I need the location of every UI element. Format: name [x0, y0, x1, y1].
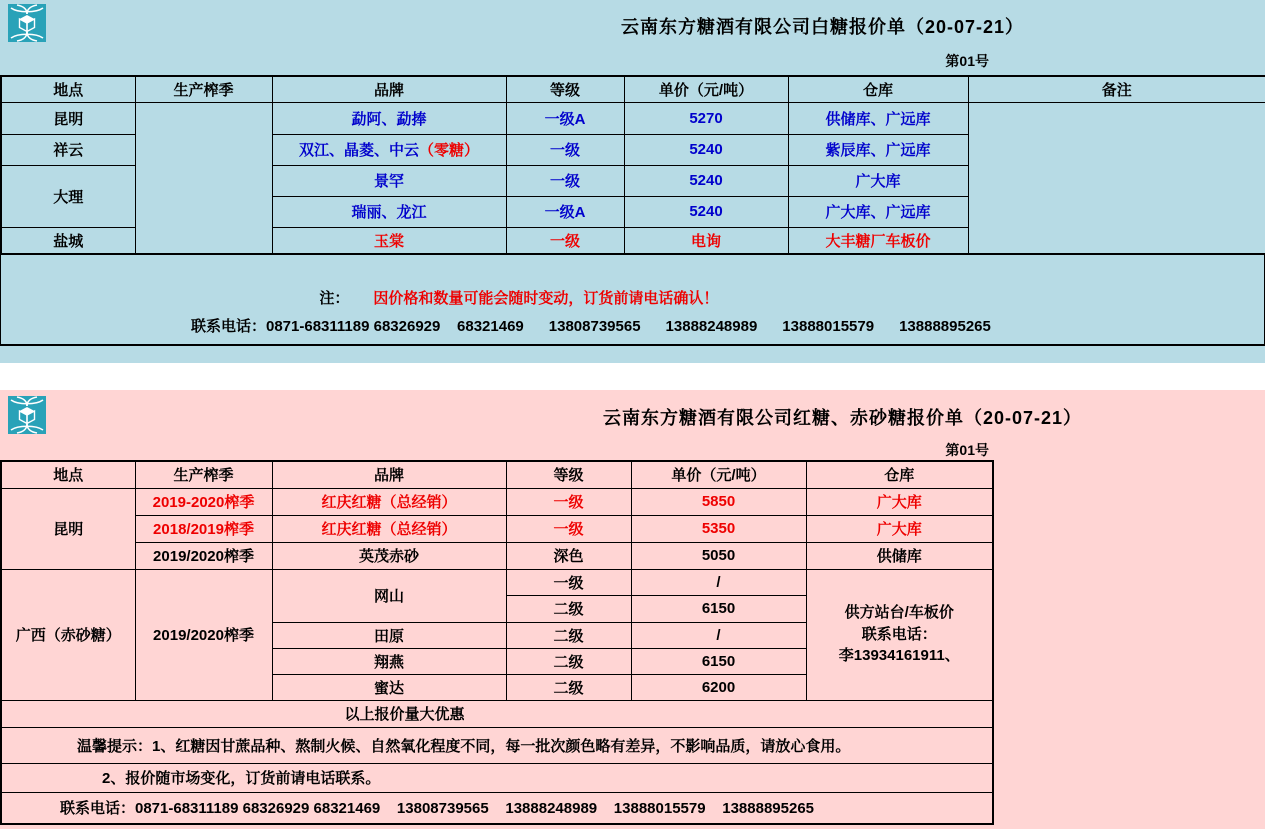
table-header-row: [1, 76, 1265, 102]
price-cell: /: [631, 569, 806, 595]
warehouse-cell: 供储库: [806, 542, 993, 569]
price-cell: 5350: [631, 515, 806, 542]
brand-cell: 蜜达: [272, 674, 506, 700]
location-cell: 大理: [1, 165, 135, 227]
warehouse-merged-line3: 李13934161911、: [838, 647, 960, 665]
white-sugar-notes-box: [0, 253, 1265, 346]
grade-cell: 一级: [506, 488, 631, 515]
brand-cell: 玉棠: [272, 227, 506, 254]
table-row: [1, 569, 993, 595]
table-row: [1, 542, 993, 569]
grade-cell: 一级: [506, 134, 624, 165]
warehouse-cell: 广大库: [788, 165, 968, 196]
company-logo-icon: [8, 4, 46, 42]
column-header-brand: 品牌: [272, 76, 506, 102]
brand-cell: 勐阿、勐捧: [272, 102, 506, 134]
price-cell: /: [631, 622, 806, 648]
white-sugar-contact-phones: 联系电话：0871-68311189 68326929 68321469 13808739565 13888248989 13888015579 13888895265: [191, 318, 991, 335]
brand-cell: 田原: [272, 622, 506, 648]
price-cell: 5240: [624, 165, 788, 196]
warehouse-cell: 供储库、广远库: [788, 102, 968, 134]
warehouse-cell: 广大库: [806, 515, 993, 542]
price-cell: 5270: [624, 102, 788, 134]
price-cell: 5240: [624, 196, 788, 227]
white-sugar-table: [0, 75, 1265, 255]
warehouse-cell: 紫辰库、广远库: [788, 134, 968, 165]
grade-cell: 二级: [506, 622, 631, 648]
warehouse-cell: 大丰糖厂车板价: [788, 227, 968, 254]
brand-text: 双江、晶菱、中云: [298, 142, 419, 159]
price-cell: 5850: [631, 488, 806, 515]
brand-cell: 网山: [272, 569, 506, 622]
brand-cell: 英茂赤砂: [272, 542, 506, 569]
brand-cell: 景罕: [272, 165, 506, 196]
tip-row: [1, 763, 993, 792]
warehouse-cell: 广大库、广远库: [788, 196, 968, 227]
column-header-season: 生产榨季: [135, 76, 272, 102]
column-header-location: 地点: [1, 461, 135, 488]
warm-tip-1: 温馨提示：1、红糖因甘蔗品种、熬制火候、自然氧化程度不同，每一批次颜色略有差异，不影响品质，请放心食用。: [1, 727, 993, 763]
grade-cell: 一级: [506, 227, 624, 254]
note-text: 因价格和数量可能会随时变动，订货前请电话确认！: [373, 290, 719, 307]
grade-cell: 一级: [506, 165, 624, 196]
brand-cell: [272, 134, 506, 165]
price-cell: 电询: [624, 227, 788, 254]
column-header-grade: 等级: [506, 461, 631, 488]
brand-cell: 翔燕: [272, 648, 506, 674]
season-cell-merged: [135, 102, 272, 254]
grade-cell: 一级: [506, 569, 631, 595]
column-header-price: 单价（元/吨）: [624, 76, 788, 102]
brand-cell: 红庆红糖（总经销）: [272, 488, 506, 515]
table-row: [1, 488, 993, 515]
remark-cell-merged: [968, 102, 1265, 254]
table-header-row: [1, 461, 993, 488]
column-header-remark: 备注: [968, 76, 1265, 102]
table-row: [1, 102, 1265, 134]
warehouse-merged-line1: 供方站台/车板价: [844, 603, 954, 621]
brand-cell: 红庆红糖（总经销）: [272, 515, 506, 542]
column-header-warehouse: 仓库: [806, 461, 993, 488]
warehouse-cell-merged: [806, 569, 993, 700]
location-cell: 昆明: [1, 102, 135, 134]
grade-cell: 一级: [506, 515, 631, 542]
warm-tip-2: 2、报价随市场变化，订货前请电话联系。: [1, 763, 993, 792]
company-logo-icon: [8, 396, 46, 434]
grade-cell: 一级A: [506, 102, 624, 134]
column-header-location: 地点: [1, 76, 135, 102]
price-cell: 6150: [631, 595, 806, 622]
brand-cell: 瑞丽、龙江: [272, 196, 506, 227]
white-sugar-section: [0, 0, 1265, 363]
contact-row: [1, 792, 993, 824]
brown-sugar-section: [0, 390, 1265, 829]
grade-cell: 二级: [506, 674, 631, 700]
grade-cell: 一级A: [506, 196, 624, 227]
grade-cell: 深色: [506, 542, 631, 569]
location-cell: 广西（赤砂糖）: [1, 569, 135, 700]
warehouse-cell: 广大库: [806, 488, 993, 515]
note-label: 注：: [319, 290, 350, 307]
column-header-price: 单价（元/吨）: [631, 461, 806, 488]
column-header-warehouse: 仓库: [788, 76, 968, 102]
price-cell: 6200: [631, 674, 806, 700]
price-cell: 6150: [631, 648, 806, 674]
column-header-season: 生产榨季: [135, 461, 272, 488]
column-header-brand: 品牌: [272, 461, 506, 488]
location-cell: 祥云: [1, 134, 135, 165]
price-cell: 5050: [631, 542, 806, 569]
brown-sugar-table: [0, 460, 994, 825]
brown-sugar-contact-phones: 联系电话：0871-68311189 68326929 68321469 13808739565 13888248989 13888015579 13888895265: [1, 792, 993, 824]
season-cell: 2018/2019榨季: [135, 515, 272, 542]
season-cell-merged: 2019/2020榨季: [135, 569, 272, 700]
brand-note-text: （零糖）: [419, 142, 480, 159]
grade-cell: 二级: [506, 648, 631, 674]
white-sugar-sheet-number: 第01号: [945, 53, 989, 69]
brown-sugar-sheet-number: 第01号: [945, 442, 989, 458]
table-row: [1, 515, 993, 542]
season-cell: 2019/2020榨季: [135, 542, 272, 569]
location-cell: 盐城: [1, 227, 135, 254]
location-cell: 昆明: [1, 488, 135, 569]
brown-sugar-title: 云南东方糖酒有限公司红糖、赤砂糖报价单（20-07-21）: [602, 408, 1083, 428]
bulk-discount-row: [1, 700, 993, 727]
grade-cell: 二级: [506, 595, 631, 622]
column-header-grade: 等级: [506, 76, 624, 102]
white-sugar-title: 云南东方糖酒有限公司白糖报价单（20-07-21）: [620, 17, 1025, 37]
warehouse-merged-line2: 联系电话：: [861, 625, 937, 643]
tip-row: [1, 727, 993, 763]
price-cell: 5240: [624, 134, 788, 165]
bulk-discount-note: 以上报价量大优惠: [1, 700, 993, 727]
season-cell: 2019-2020榨季: [135, 488, 272, 515]
